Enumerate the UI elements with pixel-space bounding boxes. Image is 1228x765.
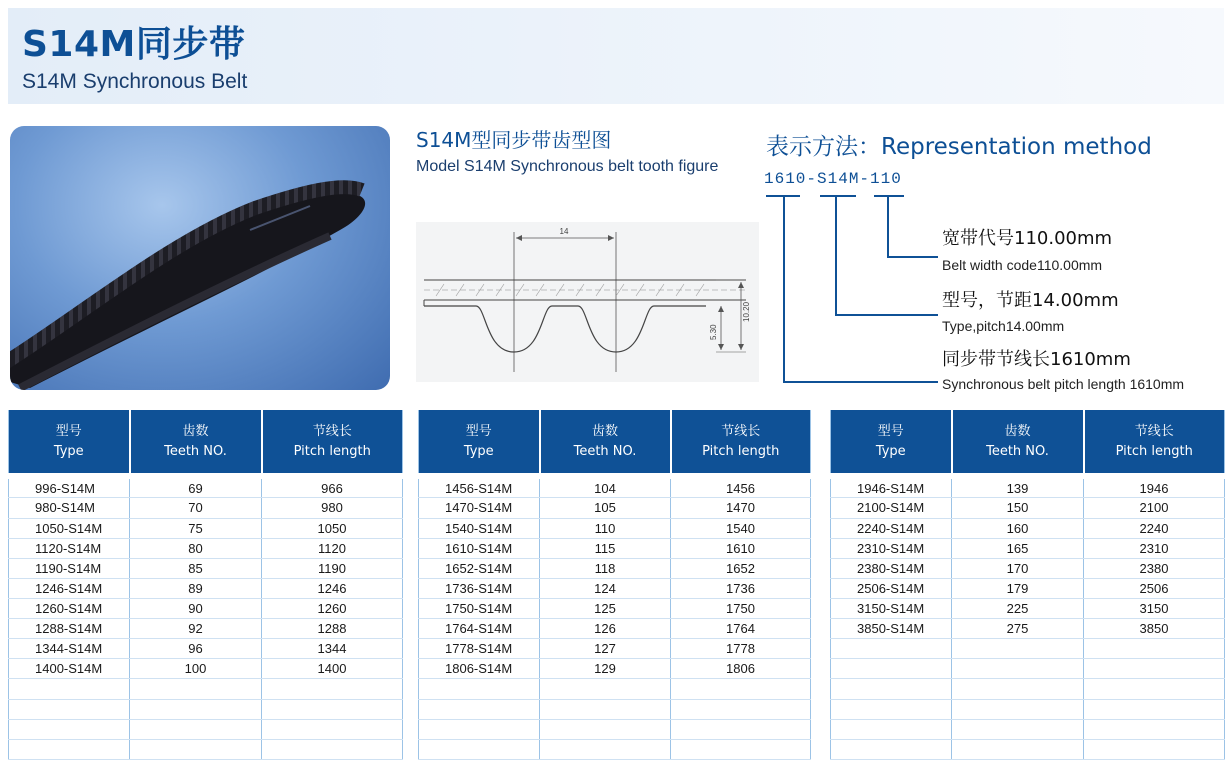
cell-pitch-length bbox=[671, 739, 811, 759]
cell-pitch-length bbox=[671, 699, 811, 719]
cell-type: 1288-S14M bbox=[9, 619, 130, 639]
cell-pitch-length: 1050 bbox=[262, 518, 403, 538]
header-teeth: 齿数 Teeth NO. bbox=[952, 410, 1084, 476]
cell-type: 1806-S14M bbox=[419, 659, 540, 679]
cell-type: 1736-S14M bbox=[419, 578, 540, 598]
pitch-dimension-label: 14 bbox=[559, 227, 569, 236]
cell-type: 2380-S14M bbox=[831, 558, 952, 578]
cell-teeth: 124 bbox=[540, 578, 671, 598]
cell-pitch-length: 1736 bbox=[671, 578, 811, 598]
cell-teeth: 179 bbox=[952, 578, 1084, 598]
cell-pitch-length: 1764 bbox=[671, 619, 811, 639]
cell-pitch-length: 3150 bbox=[1084, 598, 1225, 618]
cell-teeth: 165 bbox=[952, 538, 1084, 558]
cell-pitch-length: 1806 bbox=[671, 659, 811, 679]
cell-pitch-length: 1470 bbox=[671, 498, 811, 518]
table-row bbox=[9, 659, 403, 679]
cell-type: 1260-S14M bbox=[9, 598, 130, 618]
cell-pitch-length: 1540 bbox=[671, 518, 811, 538]
cell-pitch-length: 3850 bbox=[1084, 619, 1225, 639]
cell-teeth: 75 bbox=[130, 518, 262, 538]
header-type: 型号 Type bbox=[419, 410, 540, 476]
table-row bbox=[831, 719, 1225, 739]
table-row bbox=[831, 739, 1225, 759]
cell-type bbox=[831, 739, 952, 759]
cell-type bbox=[9, 739, 130, 759]
table-row bbox=[831, 538, 1225, 558]
cell-pitch-length: 1610 bbox=[671, 538, 811, 558]
cell-pitch-length bbox=[262, 739, 403, 759]
cell-teeth: 105 bbox=[540, 498, 671, 518]
cell-teeth bbox=[952, 639, 1084, 659]
cell-type bbox=[831, 719, 952, 739]
cell-pitch-length: 1190 bbox=[262, 558, 403, 578]
cell-type: 2310-S14M bbox=[831, 538, 952, 558]
cell-pitch-length: 2310 bbox=[1084, 538, 1225, 558]
header-pitch: 节线长 Pitch length bbox=[1084, 410, 1225, 476]
height-dimension-label: 10.20 bbox=[742, 301, 751, 322]
cell-teeth: 118 bbox=[540, 558, 671, 578]
cell-teeth bbox=[130, 719, 262, 739]
cell-pitch-length bbox=[1084, 739, 1225, 759]
cell-teeth: 89 bbox=[130, 578, 262, 598]
cell-type: 1050-S14M bbox=[9, 518, 130, 538]
cell-type: 980-S14M bbox=[9, 498, 130, 518]
cell-teeth: 127 bbox=[540, 639, 671, 659]
header-teeth: 齿数 Teeth NO. bbox=[540, 410, 671, 476]
cell-teeth bbox=[952, 659, 1084, 679]
cell-pitch-length bbox=[671, 719, 811, 739]
code-length: 1610 bbox=[764, 170, 807, 188]
table-row bbox=[419, 639, 811, 659]
table-row bbox=[831, 518, 1225, 538]
table-row bbox=[9, 598, 403, 618]
cell-pitch-length bbox=[671, 679, 811, 699]
cell-pitch-length: 966 bbox=[262, 476, 403, 498]
cell-pitch-length bbox=[1084, 639, 1225, 659]
pitch-length-label-en: Synchronous belt pitch length 1610mm bbox=[942, 376, 1185, 392]
table-row bbox=[9, 679, 403, 699]
header-type: 型号 Type bbox=[9, 410, 130, 476]
cell-type: 1764-S14M bbox=[419, 619, 540, 639]
code-width: 110 bbox=[870, 170, 902, 188]
page-title: S14M同步带 bbox=[22, 24, 246, 65]
header-teeth: 齿数 Teeth NO. bbox=[130, 410, 262, 476]
tooth-height-dimension-label: 5.30 bbox=[709, 324, 718, 340]
table-row bbox=[419, 659, 811, 679]
cell-teeth bbox=[540, 739, 671, 759]
cell-pitch-length: 1246 bbox=[262, 578, 403, 598]
cell-pitch-length bbox=[262, 699, 403, 719]
cell-type bbox=[831, 699, 952, 719]
cell-type: 2240-S14M bbox=[831, 518, 952, 538]
cell-type: 1400-S14M bbox=[9, 659, 130, 679]
cell-teeth bbox=[540, 719, 671, 739]
width-code-label-cn: 宽带代号110.00mm bbox=[942, 228, 1113, 249]
cell-pitch-length: 1750 bbox=[671, 598, 811, 618]
belt-photo bbox=[10, 126, 390, 390]
table-row bbox=[9, 699, 403, 719]
table-row bbox=[9, 739, 403, 759]
cell-pitch-length: 980 bbox=[262, 498, 403, 518]
cell-pitch-length bbox=[262, 679, 403, 699]
code-model: S14M bbox=[817, 170, 860, 188]
table-header-row bbox=[9, 410, 403, 476]
table-row bbox=[419, 619, 811, 639]
cell-teeth: 69 bbox=[130, 476, 262, 498]
cell-type: 1456-S14M bbox=[419, 476, 540, 498]
cell-pitch-length bbox=[1084, 719, 1225, 739]
cell-teeth: 96 bbox=[130, 639, 262, 659]
cell-type: 3150-S14M bbox=[831, 598, 952, 618]
cell-type: 1246-S14M bbox=[9, 578, 130, 598]
table-row bbox=[419, 558, 811, 578]
table-row bbox=[419, 699, 811, 719]
code-separator: - bbox=[806, 170, 818, 188]
belt-illustration bbox=[10, 126, 390, 390]
table-row bbox=[831, 679, 1225, 699]
width-code-label-en: Belt width code110.00mm bbox=[942, 257, 1103, 273]
table-row bbox=[419, 679, 811, 699]
cell-pitch-length: 2240 bbox=[1084, 518, 1225, 538]
table-row bbox=[831, 699, 1225, 719]
table-row bbox=[9, 619, 403, 639]
table-row bbox=[419, 739, 811, 759]
cell-type: 1750-S14M bbox=[419, 598, 540, 618]
cell-type: 1778-S14M bbox=[419, 639, 540, 659]
table-row bbox=[419, 498, 811, 518]
spec-table-1 bbox=[8, 410, 403, 760]
cell-teeth: 170 bbox=[952, 558, 1084, 578]
cell-teeth: 160 bbox=[952, 518, 1084, 538]
cell-pitch-length: 2380 bbox=[1084, 558, 1225, 578]
cell-pitch-length bbox=[262, 719, 403, 739]
cell-type: 1540-S14M bbox=[419, 518, 540, 538]
cell-type: 1610-S14M bbox=[419, 538, 540, 558]
cell-pitch-length bbox=[1084, 699, 1225, 719]
cell-teeth: 150 bbox=[952, 498, 1084, 518]
cell-teeth bbox=[540, 679, 671, 699]
table-row bbox=[9, 518, 403, 538]
table-row bbox=[419, 598, 811, 618]
header-pitch: 节线长 Pitch length bbox=[262, 410, 403, 476]
cell-pitch-length bbox=[1084, 659, 1225, 679]
table-row bbox=[9, 578, 403, 598]
table-row bbox=[9, 558, 403, 578]
cell-teeth: 85 bbox=[130, 558, 262, 578]
model-pitch-label-cn: 型号，节距14.00mm bbox=[942, 290, 1119, 311]
cell-teeth: 139 bbox=[952, 476, 1084, 498]
table-row bbox=[9, 476, 403, 498]
cell-type: 3850-S14M bbox=[831, 619, 952, 639]
table-row bbox=[831, 498, 1225, 518]
cell-pitch-length: 1652 bbox=[671, 558, 811, 578]
table-row bbox=[9, 538, 403, 558]
cell-type bbox=[419, 719, 540, 739]
table-row bbox=[419, 518, 811, 538]
cell-teeth: 129 bbox=[540, 659, 671, 679]
cell-type: 996-S14M bbox=[9, 476, 130, 498]
header-pitch: 节线长 Pitch length bbox=[671, 410, 811, 476]
table-row bbox=[419, 578, 811, 598]
cell-pitch-length: 1288 bbox=[262, 619, 403, 639]
table-header-row bbox=[419, 410, 811, 476]
cell-pitch-length: 1778 bbox=[671, 639, 811, 659]
representation-title: 表示方法：Representation method bbox=[766, 134, 1152, 160]
cell-type bbox=[419, 739, 540, 759]
table-row bbox=[831, 639, 1225, 659]
code-separator: - bbox=[859, 170, 871, 188]
cell-teeth: 115 bbox=[540, 538, 671, 558]
representation-code bbox=[764, 170, 902, 188]
cell-teeth bbox=[952, 739, 1084, 759]
page-subtitle: S14M Synchronous Belt bbox=[22, 70, 248, 93]
cell-type bbox=[9, 699, 130, 719]
cell-pitch-length: 1120 bbox=[262, 538, 403, 558]
cell-type bbox=[831, 639, 952, 659]
cell-pitch-length: 2506 bbox=[1084, 578, 1225, 598]
cell-teeth: 90 bbox=[130, 598, 262, 618]
cell-type bbox=[831, 679, 952, 699]
cell-type bbox=[9, 679, 130, 699]
table-row bbox=[831, 598, 1225, 618]
table-row bbox=[419, 719, 811, 739]
cell-type: 1946-S14M bbox=[831, 476, 952, 498]
table-row bbox=[9, 498, 403, 518]
cell-teeth: 125 bbox=[540, 598, 671, 618]
table-row bbox=[9, 639, 403, 659]
cell-pitch-length: 2100 bbox=[1084, 498, 1225, 518]
cell-type bbox=[419, 699, 540, 719]
table-row bbox=[831, 578, 1225, 598]
cell-teeth bbox=[130, 679, 262, 699]
header-type: 型号 Type bbox=[831, 410, 952, 476]
cell-type: 1190-S14M bbox=[9, 558, 130, 578]
cell-type bbox=[9, 719, 130, 739]
cell-teeth bbox=[952, 699, 1084, 719]
table-row bbox=[831, 659, 1225, 679]
representation-leader-lines bbox=[760, 190, 940, 390]
cell-type: 1652-S14M bbox=[419, 558, 540, 578]
tooth-figure-title-en: Model S14M Synchronous belt tooth figure bbox=[416, 158, 719, 175]
cell-type bbox=[419, 679, 540, 699]
cell-type: 1120-S14M bbox=[9, 538, 130, 558]
table-row bbox=[831, 476, 1225, 498]
cell-type: 2506-S14M bbox=[831, 578, 952, 598]
cell-teeth: 70 bbox=[130, 498, 262, 518]
cell-type: 1470-S14M bbox=[419, 498, 540, 518]
table-row bbox=[831, 619, 1225, 639]
cell-teeth: 110 bbox=[540, 518, 671, 538]
spec-table-2 bbox=[418, 410, 811, 760]
cell-type bbox=[831, 659, 952, 679]
table-row bbox=[9, 719, 403, 739]
table-row bbox=[419, 538, 811, 558]
tooth-profile-drawing bbox=[416, 222, 759, 382]
cell-pitch-length: 1344 bbox=[262, 639, 403, 659]
cell-teeth bbox=[130, 739, 262, 759]
table-row bbox=[419, 476, 811, 498]
table-header-row bbox=[831, 410, 1225, 476]
cell-teeth: 104 bbox=[540, 476, 671, 498]
cell-teeth: 225 bbox=[952, 598, 1084, 618]
cell-teeth: 275 bbox=[952, 619, 1084, 639]
header-banner bbox=[8, 8, 1224, 104]
cell-type: 1344-S14M bbox=[9, 639, 130, 659]
table-row bbox=[831, 558, 1225, 578]
cell-teeth bbox=[952, 679, 1084, 699]
tooth-figure-title-cn: S14M型同步带齿型图 bbox=[416, 128, 612, 152]
cell-pitch-length: 1400 bbox=[262, 659, 403, 679]
cell-teeth: 80 bbox=[130, 538, 262, 558]
cell-teeth: 92 bbox=[130, 619, 262, 639]
spec-table-3 bbox=[830, 410, 1225, 760]
cell-teeth: 126 bbox=[540, 619, 671, 639]
cell-type: 2100-S14M bbox=[831, 498, 952, 518]
cell-pitch-length: 1456 bbox=[671, 476, 811, 498]
model-pitch-label-en: Type,pitch14.00mm bbox=[942, 318, 1065, 334]
tooth-figure bbox=[416, 222, 759, 382]
cell-pitch-length bbox=[1084, 679, 1225, 699]
cell-pitch-length: 1260 bbox=[262, 598, 403, 618]
pitch-length-label-cn: 同步带节线长1610mm bbox=[942, 349, 1131, 370]
cell-teeth bbox=[540, 699, 671, 719]
cell-teeth bbox=[952, 719, 1084, 739]
cell-teeth: 100 bbox=[130, 659, 262, 679]
cell-pitch-length: 1946 bbox=[1084, 476, 1225, 498]
cell-teeth bbox=[130, 699, 262, 719]
